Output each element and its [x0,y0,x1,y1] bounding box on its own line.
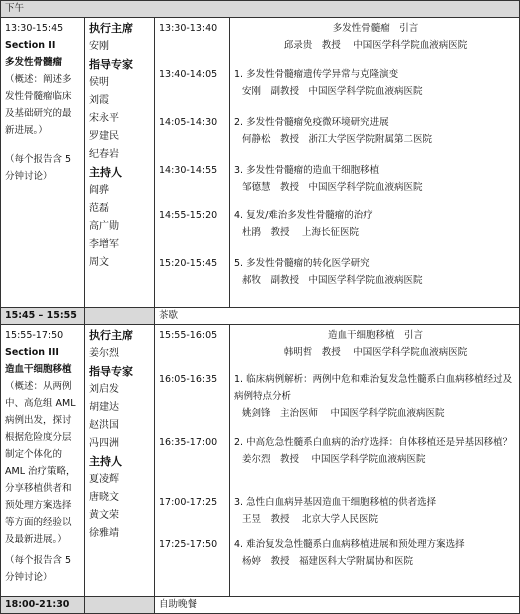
talk-speaker: 姜尔烈 教授 中国医学科学院血液病医院 [242,454,426,465]
guide-expert: 罗建民 [89,131,119,142]
talk-speaker: 邹德慧 教授 中国医学科学院血液病医院 [242,182,423,193]
host-name: 徐雅靖 [89,528,119,539]
section-iii-label: Section III [5,347,59,358]
host-name: 黄文荣 [89,510,119,521]
talk-speaker: 邱录贵 教授 中国医学科学院血液病医院 [283,40,468,51]
guide-expert: 刘启发 [89,384,119,395]
talk-item [234,494,517,536]
guide-experts-label: 指导专家 [89,365,133,378]
talk-speaker: 郝牧 副教授 中国医学科学院血液病医院 [242,275,423,286]
talk-time: 15:20-15:45 [159,258,218,269]
talk-title: 造血干细胞移植 引言 [328,330,424,341]
talk-item [234,18,517,66]
talk-time: 14:55-15:20 [159,210,218,221]
talk-time: 14:30-14:55 [159,165,218,176]
talk-time: 16:35-17:00 [159,437,218,448]
section-ii-title: 多发性骨髓瘤 [5,57,63,68]
talk-speaker: 姚剑锋 主治医师 中国医学科学院血液病医院 [242,408,445,419]
host-name: 高广勋 [89,221,119,232]
section-ii-talks [230,18,520,308]
guide-expert: 宋永平 [89,113,119,124]
talk-title: 4. 难治复发急性髓系白血病移植进展和预处理方案选择 [234,539,465,550]
section-ii-times [155,18,230,308]
talk-item [234,66,517,114]
section-ii-note: （每个报告含 5 分钟讨论） [5,154,72,182]
dinner-time: 18:00-21:30 [1,597,85,614]
host-name: 唐晓文 [89,492,119,503]
dinner-spacer [85,597,155,614]
section-ii-label: Section II [5,40,56,51]
guide-expert: 胡建达 [89,402,119,413]
guide-expert: 冯四洲 [89,438,119,449]
host-name: 范磊 [89,203,109,214]
talk-time: 14:05-14:30 [159,117,218,128]
dinner-row [1,597,520,614]
talk-time: 15:55-16:05 [159,330,218,341]
section-ii-info [1,18,85,308]
exec-chair-name: 姜尔烈 [89,348,119,359]
talk-title: 3. 多发性骨髓瘤的造血干细胞移植 [234,165,380,176]
talk-speaker: 杜鹃 教授 上海长征医院 [242,227,360,238]
section-iii-row [1,325,520,597]
talk-time: 13:40-14:05 [159,69,218,80]
section-iii-time: 15:55-17:50 [5,330,64,341]
section-ii-roles [85,18,155,308]
section-iii-times [155,325,230,597]
section-ii-row [1,18,520,308]
talk-item [234,434,517,494]
guide-expert: 侯明 [89,77,109,88]
talk-title: 多发性骨髓瘤 引言 [332,23,419,34]
section-iii-note: （每个报告含 5 分钟讨论） [5,555,72,583]
talk-speaker: 何静松 教授 浙江大学医学院附属第二医院 [242,134,433,145]
host-name: 夏凌辉 [89,474,119,485]
section-ii-desc: （概述：阐述多发性骨髓瘤临床及基础研究的最新进展。） [5,74,72,136]
talk-item [234,207,517,255]
section-iii-roles [85,325,155,597]
talk-item [234,536,517,586]
talk-speaker: 韩明哲 教授 中国医学科学院血液病医院 [283,347,468,358]
talk-title: 2. 多发性骨髓瘤免疫微环境研究进展 [234,117,389,128]
talk-speaker: 安刚 副教授 中国医学科学院血液病医院 [242,86,423,97]
talk-title: 3. 急性白血病异基因造血干细胞移植的供者选择 [234,497,437,508]
host-name: 周文 [89,257,109,268]
afternoon-header-row [1,1,520,18]
talk-time: 16:05-16:35 [159,374,218,385]
section-ii-time: 13:30-15:45 [5,23,64,34]
talk-speaker: 杨婷 教授 福建医科大学附属协和医院 [242,556,414,567]
guide-expert: 刘霞 [89,95,109,106]
tea-break-time: 15:45 – 15:55 [1,308,85,325]
talk-time: 17:25-17:50 [159,539,218,550]
talk-item [234,371,517,434]
talk-title: 1. 多发性骨髓瘤遗传学异常与克隆演变 [234,69,399,80]
host-name: 阎骅 [89,185,109,196]
talk-item [234,162,517,207]
talk-time: 17:00-17:25 [159,497,218,508]
section-iii-info [1,325,85,597]
tea-break-spacer [85,308,155,325]
exec-chair-label: 执行主席 [89,329,133,342]
talk-time: 13:30-13:40 [159,23,218,34]
section-iii-title: 造血干细胞移植 [5,364,72,375]
hosts-label: 主持人 [89,166,122,179]
afternoon-label: 下午 [1,1,520,18]
guide-expert: 赵洪国 [89,420,119,431]
tea-break-row [1,308,520,325]
exec-chair-label: 执行主席 [89,22,133,35]
talk-item [234,325,517,371]
talk-speaker: 王昱 教授 北京大学人民医院 [242,514,379,525]
host-name: 李增军 [89,239,119,250]
exec-chair-name: 安刚 [89,41,109,52]
section-iii-desc: （概述：从两例中、高危组 AML 病例出发，探讨根据危险度分层制定个体化的 AML 治疗策略，分享移植供者和预处理方案选择等方面的经验以及最新进展。） [5,381,76,545]
talk-item [234,255,517,300]
hosts-label: 主持人 [89,455,122,468]
guide-experts-label: 指导专家 [89,58,133,71]
section-iii-talks [230,325,520,597]
guide-expert: 纪春岩 [89,149,119,160]
talk-title: 1. 临床病例解析：两例中危和难治复发急性髓系白血病移植经过及病例特点分析 [234,374,513,402]
talk-title: 2. 中高危急性髓系白血病的治疗选择：自体移植还是异基因移植？ [234,437,513,448]
talk-title: 4. 复发/难治多发性骨髓瘤的治疗 [234,210,373,221]
tea-break-label: 茶歇 [155,308,520,325]
talk-item [234,114,517,162]
dinner-label: 自助晚餐 [155,597,520,614]
talk-title: 5. 多发性骨髓瘤的转化医学研究 [234,258,370,269]
